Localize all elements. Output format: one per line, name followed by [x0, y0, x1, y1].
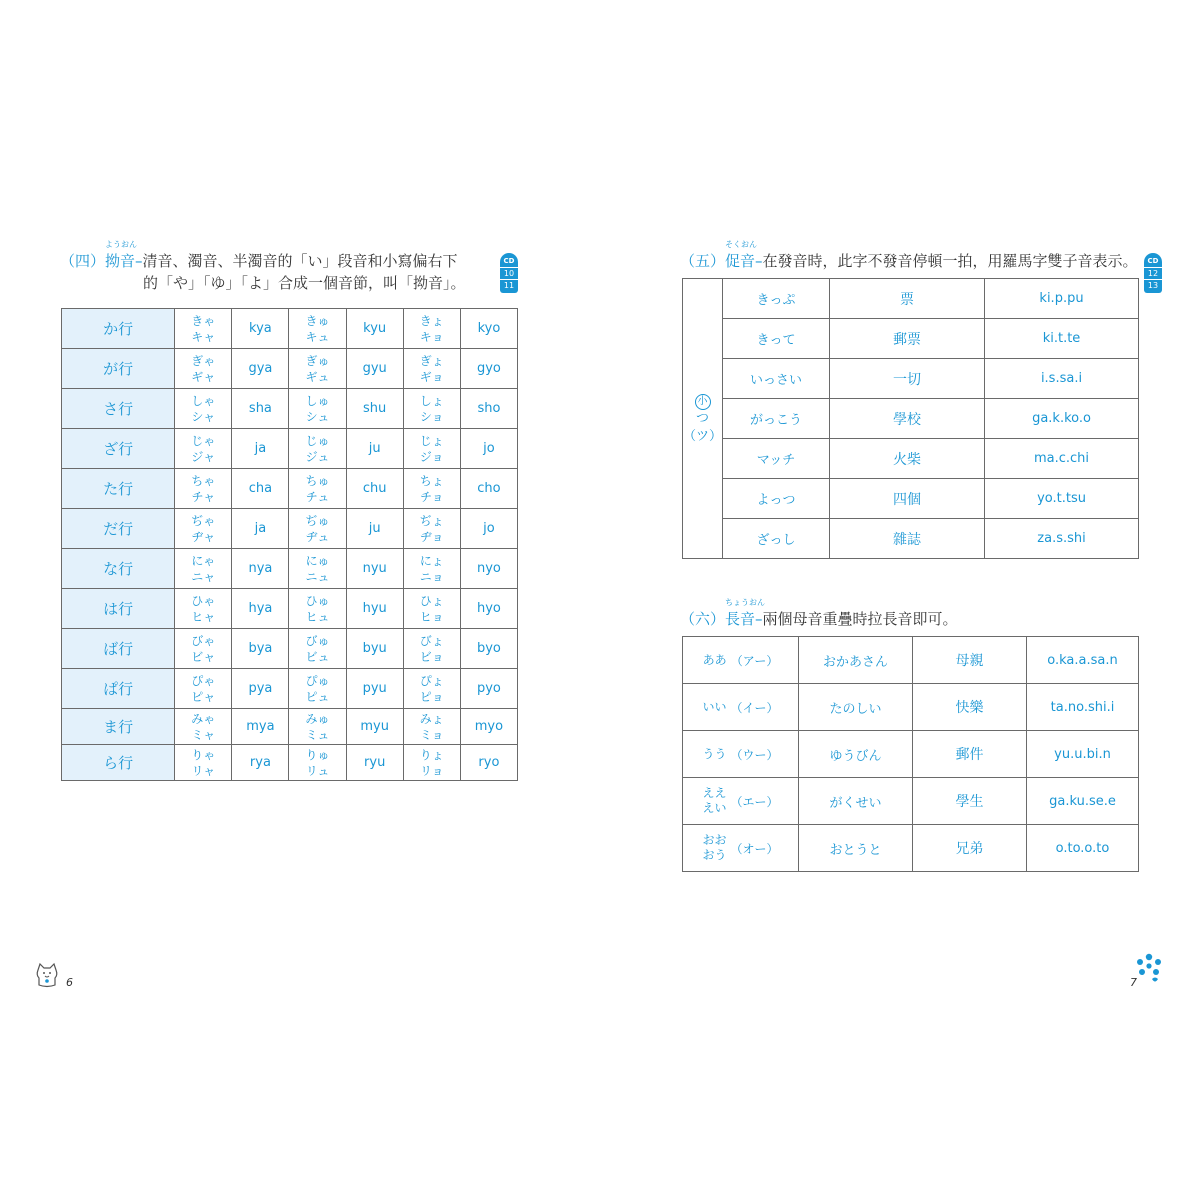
romaji-cell: byu: [346, 629, 403, 669]
katakana: キョ: [419, 329, 444, 344]
table-row: [62, 509, 518, 549]
meaning-cell: 快樂: [913, 684, 1027, 731]
hiragana: りゅ: [305, 747, 330, 762]
katakana: ヂュ: [305, 529, 330, 544]
kana-cell: [175, 669, 232, 709]
katakana: チュ: [305, 489, 330, 504]
kana-cell: [289, 429, 346, 469]
hiragana: りゃ: [191, 747, 216, 762]
romaji-cell: kya: [232, 309, 289, 349]
romaji-cell: ja: [232, 509, 289, 549]
romaji-cell: ja: [232, 429, 289, 469]
vowel-pair: ええ: [702, 786, 727, 800]
meaning-cell: 一切: [830, 359, 985, 399]
section5-term: そくおん 促音: [725, 240, 758, 270]
table-row: [683, 731, 1139, 778]
romaji-cell: hya: [232, 589, 289, 629]
katakana: ヒャ: [191, 609, 216, 624]
hiragana: りょ: [419, 747, 444, 762]
katakana: シャ: [191, 409, 216, 424]
kana-cell: [403, 709, 460, 745]
romaji-cell: ryo: [460, 745, 517, 781]
yoon-table: [61, 308, 518, 781]
row-label: が行: [62, 349, 175, 389]
hiragana: きゅ: [305, 313, 330, 328]
meaning-cell: 四個: [830, 479, 985, 519]
cd-badge-left: CD 10 11: [500, 253, 518, 293]
romaji-cell: mya: [232, 709, 289, 745]
romaji-cell: ma.c.chi: [985, 439, 1139, 479]
katakana: リョ: [419, 763, 444, 778]
word-cell: たのしい: [799, 684, 913, 731]
kana-cell: [175, 389, 232, 429]
section4-heading: [60, 240, 458, 272]
katakana: ニョ: [419, 569, 444, 584]
hiragana: にゅ: [305, 553, 330, 568]
kana-cell: [289, 745, 346, 781]
word-cell: がっこう: [723, 399, 830, 439]
word-cell: おとうと: [799, 825, 913, 872]
kana-cell: [403, 469, 460, 509]
hiragana: にょ: [419, 553, 444, 568]
hiragana: ちゃ: [191, 473, 216, 488]
romaji-cell: sha: [232, 389, 289, 429]
romaji-cell: rya: [232, 745, 289, 781]
table-row: [683, 399, 1139, 439]
katakana: ニャ: [191, 569, 216, 584]
section4-dash: –: [135, 252, 143, 270]
section5-number: （五）: [680, 252, 726, 270]
romaji-cell: ju: [346, 509, 403, 549]
katakana: ヂャ: [191, 529, 216, 544]
small-mark: 小: [695, 394, 711, 410]
hiragana: きゃ: [191, 313, 216, 328]
romaji-cell: gya: [232, 349, 289, 389]
row-label: ら行: [62, 745, 175, 781]
kana-cell: [175, 745, 232, 781]
romaji-cell: nyu: [346, 549, 403, 589]
vowel-stack: [702, 786, 726, 816]
table-row: [683, 684, 1139, 731]
word-cell: きって: [723, 319, 830, 359]
table-row: [62, 745, 518, 781]
kana-cell: [175, 709, 232, 745]
row-label: な行: [62, 549, 175, 589]
section6-term: ちょうおん 長音: [725, 598, 766, 628]
romaji-cell: yo.t.tsu: [985, 479, 1139, 519]
meaning-cell: 雜誌: [830, 519, 985, 559]
table-row: [683, 319, 1139, 359]
row-label: は行: [62, 589, 175, 629]
section6-number: （六）: [680, 610, 726, 628]
katakana: ピュ: [305, 689, 330, 704]
hiragana: ぎゃ: [191, 353, 216, 368]
katakana: ミャ: [191, 727, 216, 742]
katakana-long: （オー）: [730, 841, 779, 856]
kana-cell: [403, 745, 460, 781]
romaji-cell: byo: [460, 629, 517, 669]
row-label: さ行: [62, 389, 175, 429]
meaning-cell: 學生: [913, 778, 1027, 825]
kana-cell: [175, 549, 232, 589]
romaji-cell: sho: [460, 389, 517, 429]
katakana: ミョ: [419, 727, 444, 742]
romaji-cell: pya: [232, 669, 289, 709]
hiragana: ひゃ: [191, 593, 216, 608]
section6-desc: 兩個母音重疊時拉長音即可。: [762, 610, 958, 628]
meaning-cell: 火柴: [830, 439, 985, 479]
romaji-cell: hyu: [346, 589, 403, 629]
word-cell: がくせい: [799, 778, 913, 825]
table-row: [683, 778, 1139, 825]
hiragana: びゃ: [191, 633, 216, 648]
vowel-pair: おお: [702, 833, 727, 847]
hiragana: ぎょ: [419, 353, 444, 368]
romaji-cell: ki.t.te: [985, 319, 1139, 359]
vowel-cell: [683, 825, 799, 872]
hiragana: ぢゃ: [191, 513, 216, 528]
kana-cell: [289, 469, 346, 509]
romaji-cell: kyu: [346, 309, 403, 349]
romaji-cell: myo: [460, 709, 517, 745]
romaji-cell: gyo: [460, 349, 517, 389]
kana-cell: [175, 509, 232, 549]
hiragana: びゅ: [305, 633, 330, 648]
section6-ruby: ちょうおん: [725, 598, 766, 607]
romaji-cell: kyo: [460, 309, 517, 349]
section6-dash: –: [755, 610, 763, 628]
katakana: ジョ: [419, 449, 444, 464]
kana-cell: [289, 669, 346, 709]
table-row: [62, 669, 518, 709]
meaning-cell: 母親: [913, 637, 1027, 684]
word-cell: ざっし: [723, 519, 830, 559]
romaji-cell: ga.k.ko.o: [985, 399, 1139, 439]
katakana-long: （ウー）: [730, 747, 779, 762]
hiragana: しゃ: [191, 393, 216, 408]
hiragana: ぴょ: [419, 673, 444, 688]
table-row: [62, 629, 518, 669]
section4-number: （四）: [60, 252, 106, 270]
section4-desc-line2: 的「や」「ゆ」「よ」合成一個音節，叫「拗音」。: [143, 274, 466, 292]
vowel-cell: [683, 637, 799, 684]
table-row: [683, 439, 1139, 479]
table-row: [62, 309, 518, 349]
katakana: ヂョ: [419, 529, 444, 544]
romaji-cell: nyo: [460, 549, 517, 589]
romaji-cell: i.s.sa.i: [985, 359, 1139, 399]
romaji-cell: chu: [346, 469, 403, 509]
table-row: [683, 479, 1139, 519]
hiragana: ちゅ: [305, 473, 330, 488]
table-row: [62, 469, 518, 509]
katakana: キュ: [305, 329, 330, 344]
hiragana: ぴゃ: [191, 673, 216, 688]
hiragana: きょ: [419, 313, 444, 328]
vowel-cell: [683, 684, 799, 731]
romaji-cell: za.s.shi: [985, 519, 1139, 559]
romaji-cell: ki.p.pu: [985, 279, 1139, 319]
row-label: か行: [62, 309, 175, 349]
kana-cell: [175, 629, 232, 669]
vowel-pair: うう: [702, 746, 727, 761]
romaji-cell: ryu: [346, 745, 403, 781]
row-label: ま行: [62, 709, 175, 745]
vowel-pair-alt: おう: [702, 848, 727, 862]
kana-cell: [289, 629, 346, 669]
vowel-pair: ああ: [702, 652, 727, 667]
tsu-char: つ: [696, 410, 710, 426]
kana-cell: [403, 669, 460, 709]
romaji-cell: nya: [232, 549, 289, 589]
hiragana: ぢゅ: [305, 513, 330, 528]
katakana: ショ: [419, 409, 444, 424]
katakana: ギョ: [419, 369, 444, 384]
katakana: キャ: [191, 329, 216, 344]
vowel-pair: いい: [702, 699, 727, 714]
kana-cell: [289, 589, 346, 629]
kana-cell: [175, 349, 232, 389]
vowel-cell: [683, 778, 799, 825]
meaning-cell: 兄弟: [913, 825, 1027, 872]
table-row: [62, 549, 518, 589]
romaji-cell: o.ka.a.sa.n: [1027, 637, 1139, 684]
vowel-stack: [703, 653, 727, 668]
katakana-long: （アー）: [730, 653, 779, 668]
tsu-kata: （ツ）: [683, 428, 723, 444]
hiragana: じょ: [419, 433, 444, 448]
row-label: た行: [62, 469, 175, 509]
romaji-cell: cha: [232, 469, 289, 509]
section5-dash: –: [755, 252, 763, 270]
romaji-cell: ga.ku.se.e: [1027, 778, 1139, 825]
katakana: チョ: [419, 489, 444, 504]
table-row: [683, 359, 1139, 399]
table-row: [62, 429, 518, 469]
kana-cell: [403, 629, 460, 669]
romaji-cell: ju: [346, 429, 403, 469]
row-label: ば行: [62, 629, 175, 669]
section4-term: ようおん 拗音: [105, 240, 138, 270]
hiragana: ぢょ: [419, 513, 444, 528]
hiragana: みゃ: [191, 711, 216, 726]
kana-cell: [175, 469, 232, 509]
katakana: シュ: [305, 409, 330, 424]
chouon-table: [682, 636, 1139, 872]
word-cell: いっさい: [723, 359, 830, 399]
romaji-cell: cho: [460, 469, 517, 509]
kana-cell: [403, 309, 460, 349]
katakana: ビャ: [191, 649, 216, 664]
meaning-cell: 郵件: [913, 731, 1027, 778]
katakana: ヒュ: [305, 609, 330, 624]
section5-ruby: そくおん: [725, 240, 758, 249]
katakana: リュ: [305, 763, 330, 778]
katakana: ニュ: [305, 569, 330, 584]
meaning-cell: 郵票: [830, 319, 985, 359]
table-row: [683, 825, 1139, 872]
romaji-cell: shu: [346, 389, 403, 429]
hiragana: みょ: [419, 711, 444, 726]
kana-cell: [175, 429, 232, 469]
romaji-cell: pyu: [346, 669, 403, 709]
romaji-cell: ta.no.shi.i: [1027, 684, 1139, 731]
katakana: ギュ: [305, 369, 330, 384]
hiragana: ぎゅ: [305, 353, 330, 368]
hiragana: ひゅ: [305, 593, 330, 608]
table-row: [62, 709, 518, 745]
page-number-right: 7: [1130, 976, 1137, 989]
row-label: ざ行: [62, 429, 175, 469]
katakana: チャ: [191, 489, 216, 504]
meaning-cell: 票: [830, 279, 985, 319]
table-row: [62, 589, 518, 629]
hiragana: ぴゅ: [305, 673, 330, 688]
sokuon-side-label: [683, 279, 723, 559]
kana-cell: [175, 309, 232, 349]
romaji-cell: o.to.o.to: [1027, 825, 1139, 872]
word-cell: よっつ: [723, 479, 830, 519]
sokuon-table: [682, 278, 1139, 559]
hiragana: びょ: [419, 633, 444, 648]
section6-heading: [680, 598, 958, 630]
flower-icon: [1133, 952, 1165, 986]
section5-heading: [680, 240, 1138, 272]
kana-cell: [289, 509, 346, 549]
vowel-cell: [683, 731, 799, 778]
page-number-left: 6: [66, 976, 73, 989]
katakana: ビョ: [419, 649, 444, 664]
table-row: [683, 279, 1139, 319]
romaji-cell: gyu: [346, 349, 403, 389]
katakana: ピョ: [419, 689, 444, 704]
vowel-stack: [702, 700, 726, 715]
hiragana: みゅ: [305, 711, 330, 726]
hiragana: ひょ: [419, 593, 444, 608]
hiragana: じゃ: [191, 433, 216, 448]
table-row: [683, 519, 1139, 559]
katakana: ジャ: [191, 449, 216, 464]
kana-cell: [403, 349, 460, 389]
katakana: ヒョ: [419, 609, 444, 624]
katakana: ビュ: [305, 649, 330, 664]
romaji-cell: jo: [460, 509, 517, 549]
hiragana: しょ: [419, 393, 444, 408]
word-cell: ゆうびん: [799, 731, 913, 778]
kana-cell: [289, 709, 346, 745]
katakana-long: （エー）: [730, 794, 779, 809]
kana-cell: [403, 549, 460, 589]
katakana: ミュ: [305, 727, 330, 742]
section4-desc-line1: 清音、濁音、半濁音的「い」段音和小寫偏右下: [142, 252, 458, 270]
katakana: ピャ: [191, 689, 216, 704]
row-label: だ行: [62, 509, 175, 549]
section5-desc: 在發音時，此字不發音停頓一拍，用羅馬字雙子音表示。: [762, 252, 1138, 270]
vowel-pair-alt: えい: [702, 801, 727, 815]
word-cell: おかあさん: [799, 637, 913, 684]
kana-cell: [175, 589, 232, 629]
word-cell: マッチ: [723, 439, 830, 479]
romaji-cell: yu.u.bi.n: [1027, 731, 1139, 778]
table-row: [62, 349, 518, 389]
hiragana: しゅ: [305, 393, 330, 408]
katakana-long: （イー）: [730, 700, 779, 715]
kana-cell: [289, 389, 346, 429]
romaji-cell: bya: [232, 629, 289, 669]
romaji-cell: hyo: [460, 589, 517, 629]
meaning-cell: 學校: [830, 399, 985, 439]
romaji-cell: myu: [346, 709, 403, 745]
table-row: [62, 389, 518, 429]
kana-cell: [403, 389, 460, 429]
romaji-cell: jo: [460, 429, 517, 469]
kana-cell: [403, 429, 460, 469]
row-label: ぱ行: [62, 669, 175, 709]
kana-cell: [289, 549, 346, 589]
hiragana: にゃ: [191, 553, 216, 568]
lucky-cat-icon: [33, 961, 61, 989]
hiragana: ちょ: [419, 473, 444, 488]
kana-cell: [289, 309, 346, 349]
kana-cell: [403, 589, 460, 629]
hiragana: じゅ: [305, 433, 330, 448]
section4-ruby: ようおん: [105, 240, 138, 249]
cd-badge-right: CD 12 13: [1144, 253, 1162, 293]
kana-cell: [289, 349, 346, 389]
vowel-stack: [702, 833, 726, 863]
katakana: ジュ: [305, 449, 330, 464]
word-cell: きっぷ: [723, 279, 830, 319]
katakana: リャ: [191, 763, 216, 778]
romaji-cell: pyo: [460, 669, 517, 709]
kana-cell: [403, 509, 460, 549]
table-row: [683, 637, 1139, 684]
vowel-stack: [702, 747, 726, 762]
katakana: ギャ: [191, 369, 216, 384]
